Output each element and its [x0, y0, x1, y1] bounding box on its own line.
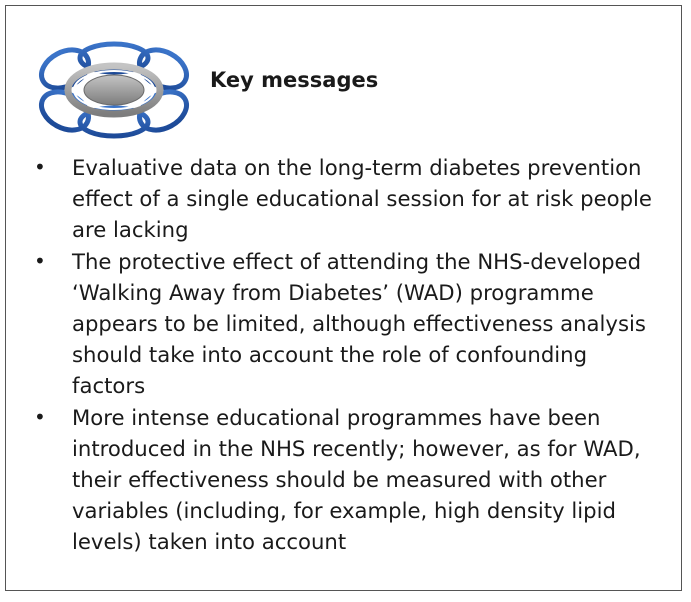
- list-item: [34, 402, 662, 558]
- key-messages-heading: Key messages: [210, 68, 379, 92]
- key-messages-box: [5, 5, 682, 591]
- list-item-text: Evaluative data on the long-term diabetes prevention effect of a single educational session for at risk people are lacking: [72, 155, 652, 243]
- list-item-text: The protective effect of attending the NHS-developed ‘Walking Away from Diabetes’ (WAD) programme appears to be limited, although effectiveness analysis should take into account the role of confounding factors: [72, 248, 646, 399]
- list-item-text: More intense educational programmes have been introduced in the NHS recently; however, as for WAD, their effectiveness should be measured with other variables (including, for example, high density lipid levels) taken into account: [72, 404, 641, 555]
- key-messages-list: [34, 152, 662, 558]
- bullet-icon: •: [34, 404, 46, 429]
- list-item: [34, 246, 662, 402]
- bullet-icon: •: [34, 155, 46, 179]
- flower-ring-logo-icon: [34, 38, 194, 142]
- bullet-icon: •: [34, 248, 46, 273]
- list-item: [34, 152, 662, 246]
